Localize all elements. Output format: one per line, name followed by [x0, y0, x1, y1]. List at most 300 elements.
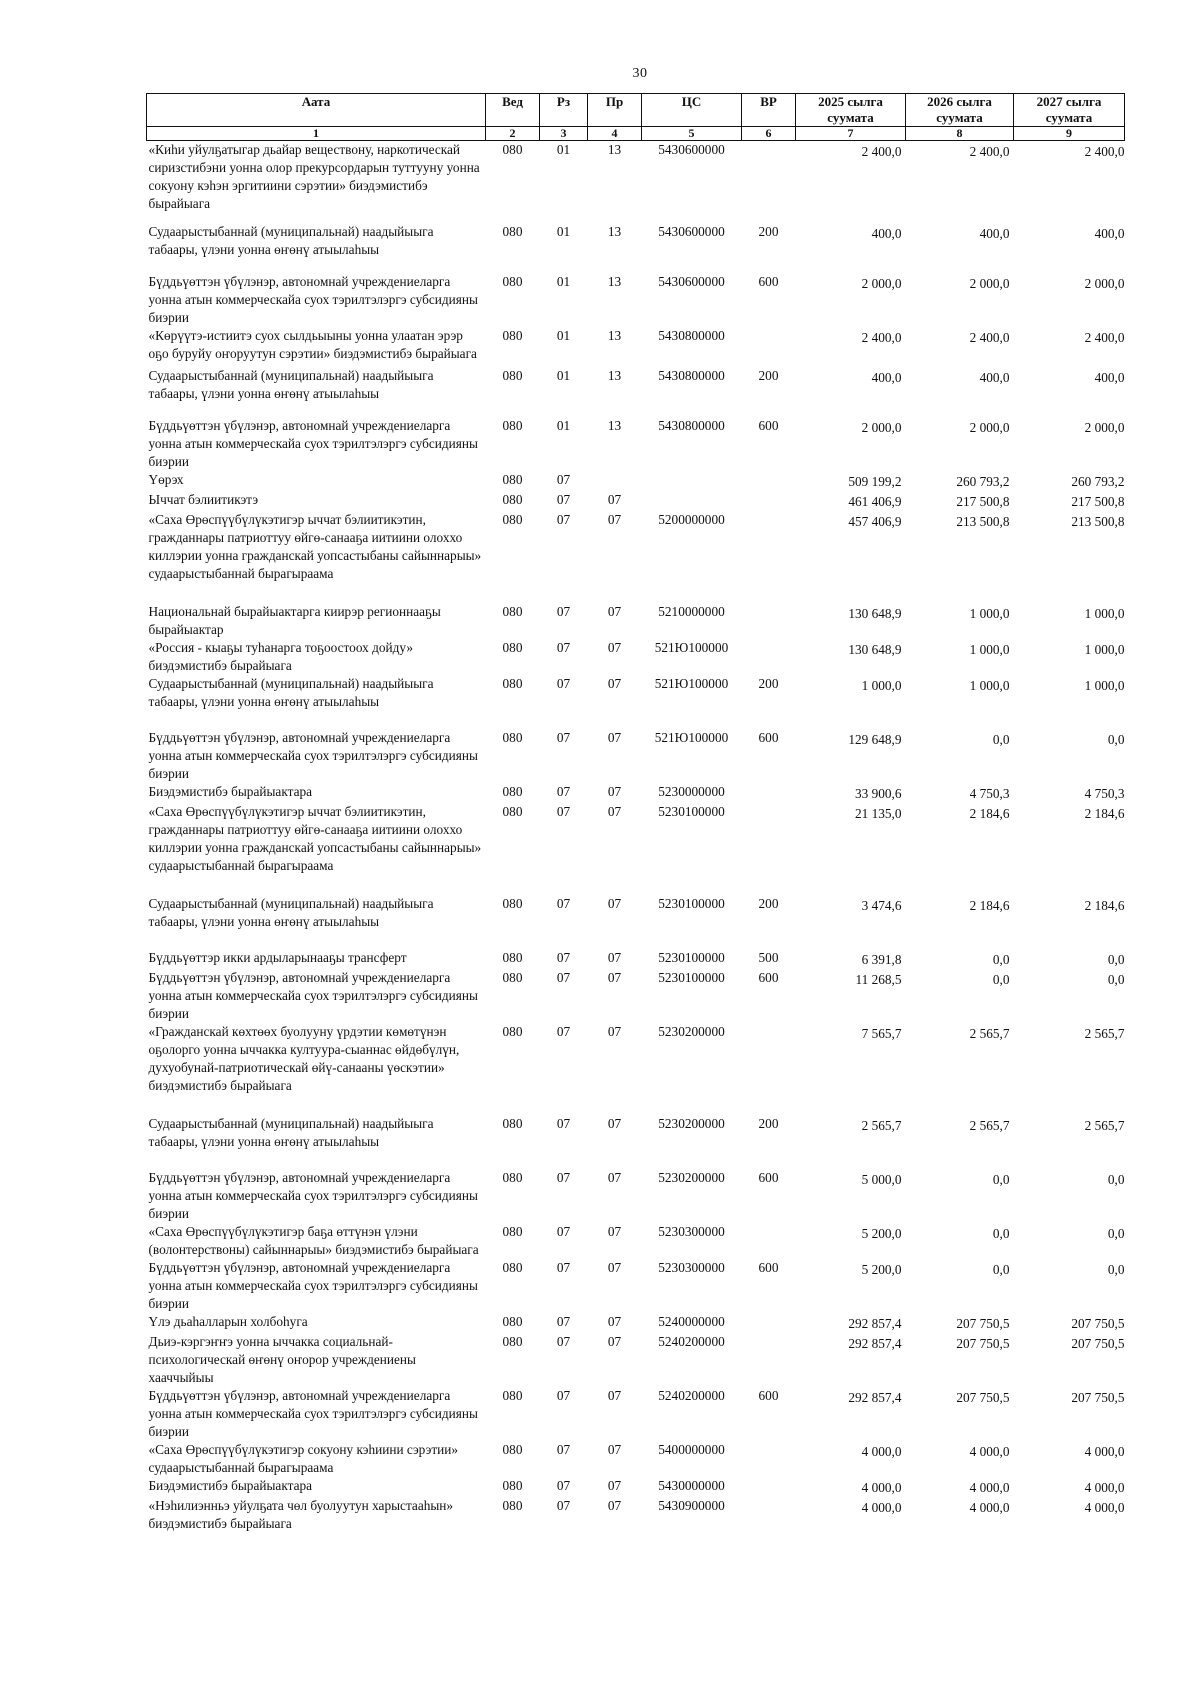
row-amount-2025: 130 648,9	[848, 606, 902, 621]
row-ved: 080	[502, 142, 523, 157]
row-cs: 5430800000	[658, 328, 725, 343]
row-cs: 5430600000	[658, 142, 725, 157]
row-amount-2025: 130 648,9	[848, 642, 902, 657]
row-amount-2026: 207 750,5	[956, 1316, 1010, 1331]
table-row	[147, 1441, 1125, 1477]
row-rz: 07	[556, 804, 571, 819]
table-row	[147, 1333, 1125, 1387]
row-ved: 080	[502, 896, 523, 911]
row-amount-2025: 2 000,0	[861, 420, 902, 435]
row-ved: 080	[502, 604, 523, 619]
row-pr: 13	[607, 368, 622, 383]
row-vr: 200	[758, 1116, 779, 1131]
header-vr: ВР	[742, 94, 796, 127]
row-cs: 521Ю100000	[654, 676, 729, 691]
row-amount-2025: 5 000,0	[861, 1172, 902, 1187]
row-cs: 5430800000	[658, 368, 725, 383]
row-amount-2025: 11 268,5	[855, 972, 902, 987]
table-body	[147, 141, 1125, 1534]
table-row	[147, 511, 1125, 603]
row-amount-2027: 2 000,0	[1084, 276, 1125, 291]
table-row	[147, 367, 1125, 417]
row-name: Дьиэ-кэргэҥҥэ уонна ыччакка социальнай-психологическай өҥөнү оҥорор учреждениены хааччыйыы	[148, 1334, 416, 1385]
row-ved: 080	[502, 1024, 523, 1039]
row-vr	[742, 1223, 796, 1259]
table-row	[147, 273, 1125, 327]
table-row	[147, 1169, 1125, 1223]
row-name: Бүддьүөттэн үбүлэнэр, автономнай учреждениеларга уонна атын коммерческайа суох тэрилтэлэргэ субсидияны биэрии	[148, 1260, 478, 1311]
table-row	[147, 223, 1125, 273]
row-amount-2027: 207 750,5	[1071, 1390, 1125, 1405]
row-amount-2027: 1 000,0	[1084, 642, 1125, 657]
row-vr	[742, 1333, 796, 1387]
table-row	[147, 417, 1125, 471]
row-amount-2026: 207 750,5	[956, 1390, 1010, 1405]
row-amount-2027: 400,0	[1094, 226, 1125, 241]
row-amount-2027: 213 500,8	[1071, 514, 1125, 529]
row-amount-2027: 4 000,0	[1084, 1480, 1125, 1495]
row-name: «Гражданскай көхтөөх буолууну үрдэтии көмөтүнэн оҕолорго уонна ыччакка култуура-сыаннас өйдөбүлүн, духуобунай-патриотическай өйү-санааны үөскэтии» биэдэмистибэ бырайыага	[148, 1024, 460, 1093]
row-vr: 500	[758, 950, 779, 965]
row-pr: 07	[607, 950, 622, 965]
header-name: Аата	[147, 94, 486, 127]
row-amount-2025: 6 391,8	[861, 952, 902, 967]
row-rz: 07	[556, 950, 571, 965]
table-row	[147, 471, 1125, 491]
row-ved: 080	[502, 1314, 523, 1329]
row-amount-2026: 2 000,0	[969, 276, 1010, 291]
row-amount-2027: 1 000,0	[1084, 606, 1125, 621]
row-amount-2025: 2 565,7	[861, 1118, 902, 1133]
column-number: 5	[642, 127, 742, 141]
row-vr	[742, 1313, 796, 1333]
row-name: Судаарыстыбаннай (муниципальнай) наадыйыыга табаары, үлэни уонна өҥөнү атыылаһыы	[148, 368, 434, 401]
row-cs: 5230100000	[658, 896, 725, 911]
row-name: Үлэ дьаһалларын холбоһуга	[148, 1314, 308, 1329]
header-2027-line1: 2027 сылга	[1036, 94, 1102, 109]
row-rz: 07	[556, 1224, 571, 1239]
row-name: Биэдэмистибэ бырайыактара	[148, 784, 313, 799]
row-amount-2027: 1 000,0	[1084, 678, 1125, 693]
row-amount-2026: 1 000,0	[969, 642, 1010, 657]
row-cs: 5240000000	[658, 1314, 725, 1329]
header-2027-line2: суумата	[1045, 110, 1093, 125]
row-ved: 080	[502, 970, 523, 985]
row-amount-2027: 4 000,0	[1084, 1500, 1125, 1515]
row-ved: 080	[502, 1116, 523, 1131]
row-amount-2027: 2 400,0	[1084, 144, 1125, 159]
page-number: 30	[632, 66, 648, 81]
header-2026-line2: суумата	[936, 110, 983, 125]
row-rz: 07	[556, 1260, 571, 1275]
row-amount-2026: 4 000,0	[969, 1444, 1010, 1459]
row-amount-2025: 509 199,2	[848, 474, 902, 489]
row-rz: 07	[556, 492, 571, 507]
row-pr: 07	[607, 1170, 622, 1185]
row-amount-2026: 2 400,0	[969, 144, 1010, 159]
row-vr: 200	[758, 896, 779, 911]
row-ved: 080	[502, 492, 523, 507]
row-cs: 5230200000	[658, 1116, 725, 1131]
row-amount-2027: 0,0	[1107, 1226, 1125, 1241]
row-pr: 07	[607, 512, 622, 527]
header-rz: Рз	[540, 94, 588, 127]
table-row	[147, 491, 1125, 511]
row-cs	[642, 491, 742, 511]
row-pr: 07	[607, 1498, 622, 1513]
row-amount-2025: 7 565,7	[861, 1026, 902, 1041]
row-amount-2026: 217 500,8	[956, 494, 1010, 509]
row-cs: 5200000000	[658, 512, 725, 527]
row-cs: 5210000000	[658, 604, 725, 619]
row-ved: 080	[502, 1224, 523, 1239]
row-vr: 600	[758, 1170, 779, 1185]
row-amount-2026: 0,0	[992, 1262, 1010, 1277]
row-ved: 080	[502, 1334, 523, 1349]
row-ved: 080	[502, 1260, 523, 1275]
row-ved: 080	[502, 1388, 523, 1403]
row-pr: 07	[607, 1260, 622, 1275]
row-amount-2025: 457 406,9	[848, 514, 902, 529]
row-cs: 5240200000	[658, 1388, 725, 1403]
budget-table	[146, 93, 1125, 1533]
row-amount-2027: 0,0	[1107, 1172, 1125, 1187]
row-cs: 5430600000	[658, 274, 725, 289]
row-cs: 5430900000	[658, 1498, 725, 1513]
row-amount-2026: 207 750,5	[956, 1336, 1010, 1351]
row-pr: 13	[607, 328, 622, 343]
row-rz: 01	[556, 224, 571, 239]
row-amount-2026: 4 000,0	[969, 1480, 1010, 1495]
row-pr: 07	[607, 1478, 622, 1493]
row-pr: 07	[607, 896, 622, 911]
row-name: «Көрүүтэ-истиитэ суох сылдьыыны уонна улаатан эрэр оҕо буруйу оҥоруутун сэрэтии» биэдэмистибэ бырайыага	[148, 328, 477, 361]
row-ved: 080	[502, 328, 523, 343]
row-vr: 600	[758, 274, 779, 289]
row-name: Бүддьүөттэн үбүлэнэр, автономнай учреждениеларга уонна атын коммерческайа суох тэрилтэлэргэ субсидияны биэрии	[148, 970, 478, 1021]
row-amount-2026: 0,0	[992, 732, 1010, 747]
column-number: 8	[906, 127, 1014, 141]
row-vr	[742, 511, 796, 603]
row-pr: 07	[607, 1116, 622, 1131]
row-name: Судаарыстыбаннай (муниципальнай) наадыйыыга табаары, үлэни уонна өҥөнү атыылаһыы	[148, 676, 434, 709]
row-vr: 200	[758, 676, 779, 691]
header-2025-line2: суумата	[827, 110, 874, 125]
row-pr: 07	[607, 784, 622, 799]
table-row	[147, 1115, 1125, 1169]
row-vr	[742, 783, 796, 803]
row-vr	[742, 639, 796, 675]
row-pr: 13	[607, 142, 622, 157]
column-number: 2	[486, 127, 540, 141]
row-cs: 5230100000	[658, 950, 725, 965]
table-row	[147, 639, 1125, 675]
row-pr: 07	[607, 970, 622, 985]
row-ved: 080	[502, 1478, 523, 1493]
row-ved: 080	[502, 418, 523, 433]
row-name: «Киһи уйулҕатыгар дьайар веществону, наркотическай сиризстибэни уонна олор прекурсордарын туттууну уонна сокуону кэһэн эргитиини сэрэтии» биэдэмистибэ бырайыага	[148, 142, 480, 211]
row-name: Бүддьүөттэн үбүлэнэр, автономнай учреждениеларга уонна атын коммерческайа суох тэрилтэлэргэ субсидияны биэрии	[148, 730, 478, 781]
row-ved: 080	[502, 512, 523, 527]
row-amount-2027: 4 750,3	[1084, 786, 1125, 801]
row-amount-2025: 2 400,0	[861, 330, 902, 345]
table-row	[147, 783, 1125, 803]
row-vr	[742, 491, 796, 511]
row-vr: 200	[758, 224, 779, 239]
row-cs: 5230300000	[658, 1224, 725, 1239]
table-row	[147, 969, 1125, 1023]
column-number: 4	[588, 127, 642, 141]
row-name: Ыччат бэлиитикэтэ	[148, 492, 259, 507]
row-vr: 600	[758, 1388, 779, 1403]
table-row	[147, 1259, 1125, 1313]
row-amount-2025: 400,0	[871, 226, 902, 241]
table-row	[147, 1477, 1125, 1497]
row-amount-2026: 0,0	[992, 972, 1010, 987]
row-amount-2025: 129 648,9	[848, 732, 902, 747]
row-rz: 07	[556, 640, 571, 655]
column-number: 1	[147, 127, 486, 141]
row-amount-2026: 4 000,0	[969, 1500, 1010, 1515]
row-rz: 07	[556, 1170, 571, 1185]
header-ved: Вед	[486, 94, 540, 127]
row-name: «Саха Өрөспүүбүлүкэтигэр баҕа өттүнэн үлэни (волонтерствоны) сайыннарыы» биэдэмистибэ бырайыага	[148, 1224, 479, 1257]
table-row	[147, 949, 1125, 969]
row-vr	[742, 1477, 796, 1497]
row-name: «Саха Өрөспүүбүлүкэтигэр ыччат бэлиитикэтин, гражданнары патриоттуу өйгө-санааҕа иитиини олоххо киллэрии уонна гражданскай уопсастыбаны сайыннарыы» судаарыстыбаннай бырагыраама	[148, 512, 482, 581]
row-cs: 5230300000	[658, 1260, 725, 1275]
row-vr	[742, 327, 796, 367]
row-ved: 080	[502, 224, 523, 239]
row-amount-2026: 1 000,0	[969, 678, 1010, 693]
row-ved: 080	[502, 1442, 523, 1457]
row-cs: 5230000000	[658, 784, 725, 799]
row-cs: 5230200000	[658, 1024, 725, 1039]
table-row	[147, 675, 1125, 729]
row-amount-2027: 2 400,0	[1084, 330, 1125, 345]
table-row	[147, 603, 1125, 639]
header-2026	[906, 94, 1014, 127]
row-name: «Россия - кыаҕы туһанарга тоҕоостоох дойду» биэдэмистибэ бырайыага	[148, 640, 414, 673]
row-vr	[742, 803, 796, 895]
row-vr: 200	[758, 368, 779, 383]
row-amount-2027: 400,0	[1094, 370, 1125, 385]
row-rz: 07	[556, 1388, 571, 1403]
row-ved: 080	[502, 1498, 523, 1513]
row-amount-2026: 213 500,8	[956, 514, 1010, 529]
row-name: Судаарыстыбаннай (муниципальнай) наадыйыыга табаары, үлэни уонна өҥөнү атыылаһыы	[148, 896, 434, 929]
header-pr: Пр	[588, 94, 642, 127]
row-pr: 07	[607, 1388, 622, 1403]
column-number-row	[147, 127, 1125, 141]
row-rz: 01	[556, 328, 571, 343]
row-amount-2026: 400,0	[979, 226, 1010, 241]
row-amount-2027: 2 184,6	[1084, 806, 1125, 821]
row-cs: 521Ю100000	[654, 730, 729, 745]
row-vr: 600	[758, 730, 779, 745]
row-amount-2025: 292 857,4	[848, 1316, 902, 1331]
row-name: «Нэһилиэнньэ уйулҕата чөл буолуутун харыстааһын» биэдэмистибэ бырайыага	[148, 1498, 454, 1531]
budget-table-container	[146, 93, 1124, 1533]
row-rz: 07	[556, 1116, 571, 1131]
row-rz: 01	[556, 142, 571, 157]
row-cs: 5430800000	[658, 418, 725, 433]
row-rz: 07	[556, 512, 571, 527]
row-amount-2026: 2 565,7	[969, 1026, 1010, 1041]
row-ved: 080	[502, 730, 523, 745]
row-rz: 07	[556, 604, 571, 619]
row-vr: 600	[758, 1260, 779, 1275]
row-pr: 07	[607, 676, 622, 691]
header-2027	[1014, 94, 1125, 127]
row-amount-2026: 0,0	[992, 1226, 1010, 1241]
row-rz: 07	[556, 472, 571, 487]
column-number: 9	[1014, 127, 1125, 141]
row-amount-2027: 2 184,6	[1084, 898, 1125, 913]
row-amount-2025: 292 857,4	[848, 1336, 902, 1351]
row-amount-2025: 2 000,0	[861, 276, 902, 291]
row-amount-2027: 2 565,7	[1084, 1118, 1125, 1133]
row-amount-2027: 0,0	[1107, 952, 1125, 967]
row-amount-2025: 5 200,0	[861, 1226, 902, 1241]
row-amount-2027: 0,0	[1107, 732, 1125, 747]
row-amount-2026: 260 793,2	[956, 474, 1010, 489]
row-pr: 07	[607, 1442, 622, 1457]
row-rz: 01	[556, 274, 571, 289]
row-amount-2025: 461 406,9	[848, 494, 902, 509]
row-rz: 07	[556, 784, 571, 799]
row-vr	[742, 471, 796, 491]
row-cs: 521Ю100000	[654, 640, 729, 655]
table-row	[147, 1497, 1125, 1533]
row-cs: 5240200000	[658, 1334, 725, 1349]
row-name: Бүддьүөттэн үбүлэнэр, автономнай учреждениеларга уонна атын коммерческайа суох тэрилтэлэргэ субсидияны биэрии	[148, 1170, 478, 1221]
row-vr: 600	[758, 970, 779, 985]
row-vr	[742, 1497, 796, 1533]
row-name: Бүддьүөттэр икки ардыларынааҕы трансферт	[148, 950, 407, 965]
row-pr: 07	[607, 604, 622, 619]
table-row	[147, 1313, 1125, 1333]
row-ved: 080	[502, 368, 523, 383]
column-number: 6	[742, 127, 796, 141]
row-amount-2027: 260 793,2	[1071, 474, 1125, 489]
column-number: 7	[796, 127, 906, 141]
row-ved: 080	[502, 1170, 523, 1185]
row-name: «Саха Өрөспүүбүлүкэтигэр ыччат бэлиитикэтин, гражданнары патриоттуу өйгө-санааҕа иитиини олоххо киллэрии уонна гражданскай уопсастыбаны сайыннарыы» судаарыстыбаннай бырагыраама	[148, 804, 482, 873]
row-name: Үөрэх	[148, 472, 184, 487]
table-row	[147, 895, 1125, 949]
row-ved: 080	[502, 804, 523, 819]
row-name: «Саха Өрөспүүбүлүкэтигэр сокуону кэһиини сэрэтии» судаарыстыбаннай бырагыраама	[148, 1442, 459, 1475]
row-amount-2025: 1 000,0	[861, 678, 902, 693]
row-amount-2026: 4 750,3	[969, 786, 1010, 801]
row-amount-2027: 2 565,7	[1084, 1026, 1125, 1041]
row-amount-2025: 21 135,0	[854, 806, 902, 821]
row-pr: 13	[607, 274, 622, 289]
row-amount-2025: 4 000,0	[861, 1480, 902, 1495]
row-pr: 07	[607, 492, 622, 507]
row-amount-2026: 0,0	[992, 952, 1010, 967]
row-amount-2027: 0,0	[1107, 972, 1125, 987]
row-rz: 07	[556, 1478, 571, 1493]
row-rz: 01	[556, 368, 571, 383]
row-rz: 07	[556, 970, 571, 985]
row-amount-2027: 4 000,0	[1084, 1444, 1125, 1459]
table-row	[147, 1387, 1125, 1441]
row-rz: 01	[556, 418, 571, 433]
header-2025-line1: 2025 сылга	[818, 94, 883, 109]
row-name: Национальнай бырайыактарга киирэр регионнааҕы бырайыактар	[148, 604, 441, 637]
row-amount-2026: 0,0	[992, 1172, 1010, 1187]
table-row	[147, 1023, 1125, 1115]
header-2026-line1: 2026 сылга	[927, 94, 992, 109]
row-ved: 080	[502, 950, 523, 965]
row-cs: 5400000000	[658, 1442, 725, 1457]
row-cs: 5230200000	[658, 1170, 725, 1185]
row-pr	[588, 471, 642, 491]
row-ved: 080	[502, 274, 523, 289]
row-rz: 07	[556, 896, 571, 911]
row-ved: 080	[502, 472, 523, 487]
row-amount-2026: 2 000,0	[969, 420, 1010, 435]
row-amount-2026: 400,0	[979, 370, 1010, 385]
row-rz: 07	[556, 1442, 571, 1457]
row-pr: 13	[607, 418, 622, 433]
row-rz: 07	[556, 1498, 571, 1513]
row-pr: 07	[607, 640, 622, 655]
row-vr: 600	[758, 418, 779, 433]
row-cs: 5230100000	[658, 804, 725, 819]
row-amount-2026: 1 000,0	[969, 606, 1010, 621]
row-pr: 07	[607, 1334, 622, 1349]
row-pr: 07	[607, 804, 622, 819]
header-cs: ЦС	[642, 94, 742, 127]
row-rz: 07	[556, 730, 571, 745]
row-name: Биэдэмистибэ бырайыактара	[148, 1478, 313, 1493]
row-amount-2027: 2 000,0	[1084, 420, 1125, 435]
row-ved: 080	[502, 640, 523, 655]
row-amount-2027: 0,0	[1107, 1262, 1125, 1277]
row-name: Бүддьүөттэн үбүлэнэр, автономнай учреждениеларга уонна атын коммерческайа суох тэрилтэлэргэ субсидияны биэрии	[148, 1388, 478, 1439]
row-rz: 07	[556, 676, 571, 691]
row-amount-2027: 207 750,5	[1071, 1336, 1125, 1351]
column-number: 3	[540, 127, 588, 141]
row-amount-2025: 3 474,6	[861, 898, 902, 913]
row-pr: 07	[607, 1224, 622, 1239]
row-name: Бүддьүөттэн үбүлэнэр, автономнай учреждениеларга уонна атын коммерческайа суох тэрилтэлэргэ субсидияны биэрии	[148, 274, 478, 325]
row-vr	[742, 141, 796, 224]
row-amount-2025: 4 000,0	[861, 1500, 902, 1515]
row-pr: 13	[607, 224, 622, 239]
row-vr	[742, 1023, 796, 1115]
row-amount-2025: 292 857,4	[848, 1390, 902, 1405]
row-amount-2027: 207 750,5	[1071, 1316, 1125, 1331]
row-name: Бүддьүөттэн үбүлэнэр, автономнай учреждениеларга уонна атын коммерческайа суох тэрилтэлэргэ субсидияны биэрии	[148, 418, 478, 469]
row-pr: 07	[607, 1314, 622, 1329]
row-name: Судаарыстыбаннай (муниципальнай) наадыйыыга табаары, үлэни уонна өҥөнү атыылаһыы	[148, 1116, 434, 1149]
header-2025	[796, 94, 906, 127]
row-pr: 07	[607, 1024, 622, 1039]
table-header	[147, 94, 1125, 141]
row-rz: 07	[556, 1334, 571, 1349]
row-ved: 080	[502, 676, 523, 691]
table-row	[147, 1223, 1125, 1259]
table-row	[147, 327, 1125, 367]
row-pr: 07	[607, 730, 622, 745]
row-cs: 5230100000	[658, 970, 725, 985]
row-amount-2026: 2 565,7	[969, 1118, 1010, 1133]
row-amount-2025: 33 900,6	[854, 786, 902, 801]
